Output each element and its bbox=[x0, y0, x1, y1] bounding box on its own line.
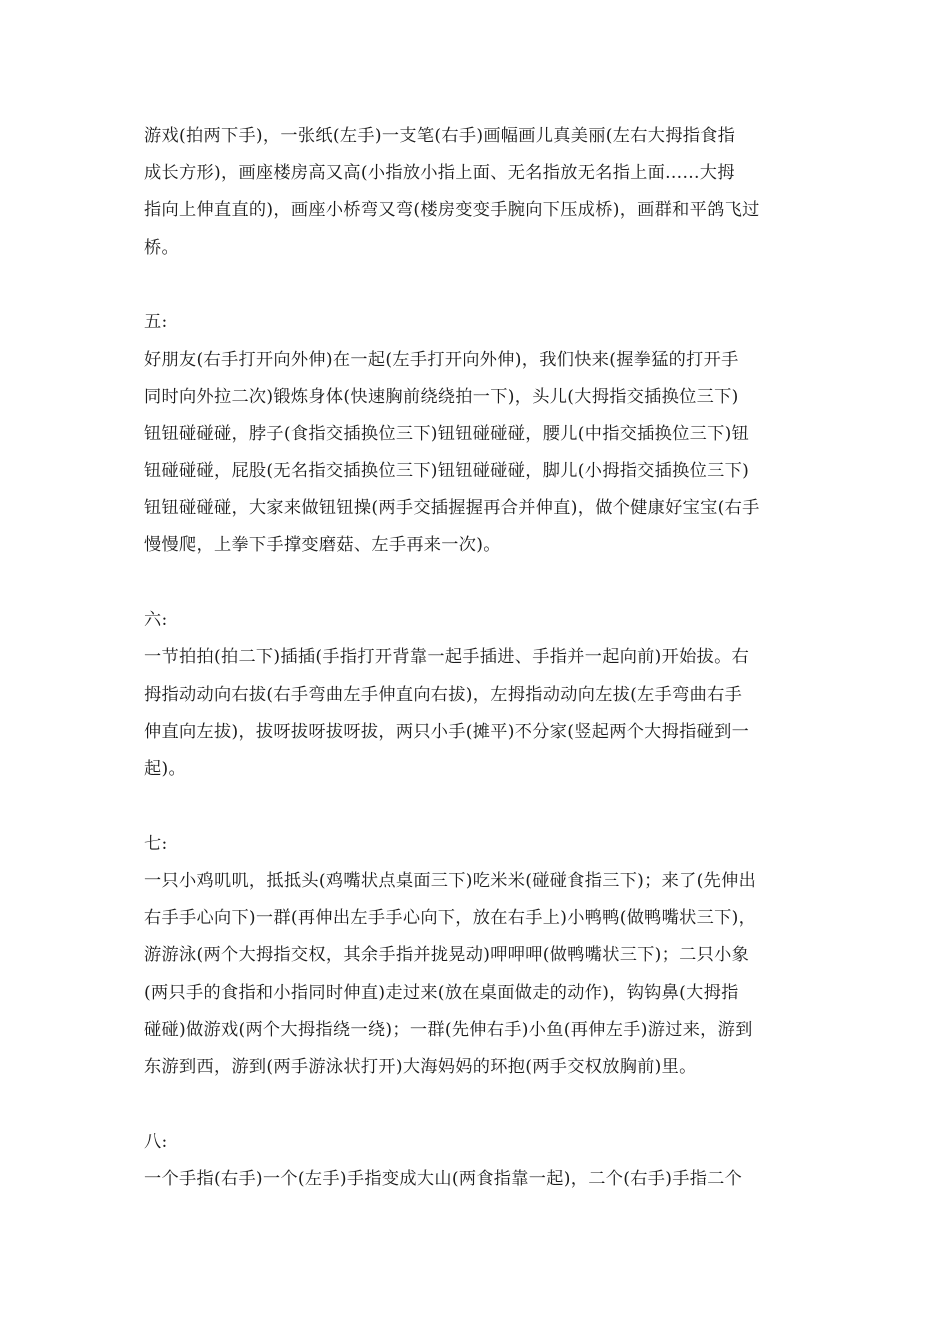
section-4-continuation bbox=[144, 118, 808, 267]
text-line: 同时向外拉二次)锻炼身体(快速胸前绕绕拍一下)，头儿(大拇指交插换位三下) bbox=[144, 386, 739, 407]
section-heading: 五: bbox=[144, 312, 168, 333]
text-line: 一只小鸡叽叽，抵抵头(鸡嘴状点桌面三下)吃米米(碰碰食指三下)；来了(先伸出 bbox=[144, 870, 757, 891]
text-line: 伸直向左拔)，拔呀拔呀拔呀拔，两只小手(摊平)不分家(竖起两个大拇指碰到一 bbox=[144, 721, 750, 742]
text-line: 一个手指(右手)一个(左手)手指变成大山(两食指靠一起)，二个(右手)手指二个 bbox=[144, 1168, 743, 1189]
section-spacer bbox=[144, 565, 808, 603]
section-5 bbox=[144, 304, 808, 564]
section-heading: 七: bbox=[144, 833, 168, 854]
section-spacer bbox=[144, 788, 808, 826]
text-line: 桥。 bbox=[144, 237, 179, 258]
text-line: 起)。 bbox=[144, 759, 186, 779]
text-line: 拇指动动向右拔(右手弯曲左手伸直向右拔)，左拇指动动向左拔(左手弯曲右手 bbox=[144, 684, 743, 705]
text-line: 钮碰碰碰，屁股(无名指交插换位三下)钮钮碰碰碰，脚儿(小拇指交插换位三下) bbox=[144, 461, 750, 482]
section-heading: 六: bbox=[144, 610, 168, 631]
text-line: 钮钮碰碰碰，大家来做钮钮操(两手交插握握再合并伸直)，做个健康好宝宝(右手 bbox=[144, 498, 760, 519]
text-line: 东游到西，游到(两手游泳状打开)大海妈妈的环抱(两手交权放胸前)里。 bbox=[144, 1056, 697, 1077]
section-8 bbox=[144, 1124, 808, 1198]
text-line: 一节拍拍(拍二下)插插(手指打开背靠一起手插进、手指并一起向前)开始拔。右 bbox=[144, 647, 750, 668]
text-line: 指向上伸直直的)，画座小桥弯又弯(楼房变变手腕向下压成桥)，画群和平鸽飞过 bbox=[144, 200, 760, 221]
text-line: 右手手心向下)一群(再伸出左手手心向下，放在右手上)小鸭鸭(做鸭嘴状三下)， bbox=[144, 908, 757, 929]
section-heading: 八: bbox=[144, 1131, 168, 1152]
text-line: 钮钮碰碰碰，脖子(食指交插换位三下)钮钮碰碰碰，腰儿(中指交插换位三下)钮 bbox=[144, 423, 750, 444]
text-line: (两只手的食指和小指同时伸直)走过来(放在桌面做走的动作)，钩钩鼻(大拇指 bbox=[144, 982, 739, 1003]
text-line: 慢慢爬，上拳下手撑变磨菇、左手再来一次)。 bbox=[144, 535, 501, 556]
section-spacer bbox=[144, 267, 808, 305]
text-line: 成长方形)，画座楼房高又高(小指放小指上面、无名指放无名指上面......大拇 bbox=[144, 163, 735, 184]
section-6 bbox=[144, 602, 808, 788]
text-line: 好朋友(右手打开向外伸)在一起(左手打开向外伸)，我们快来(握拳猛的打开手 bbox=[144, 349, 739, 370]
document-body bbox=[144, 118, 808, 1198]
text-line: 游游泳(两个大拇指交权，其余手指并拢晃动)呷呷呷(做鸭嘴状三下)；二只小象 bbox=[144, 945, 750, 966]
section-7 bbox=[144, 826, 808, 1086]
section-spacer bbox=[144, 1086, 808, 1124]
text-line: 碰碰)做游戏(两个大拇指绕一绕)；一群(先伸右手)小鱼(再伸左手)游过来，游到 bbox=[144, 1019, 753, 1040]
text-line: 游戏(拍两下手)，一张纸(左手)一支笔(右手)画幅画儿真美丽(左右大拇指食指 bbox=[144, 126, 736, 146]
